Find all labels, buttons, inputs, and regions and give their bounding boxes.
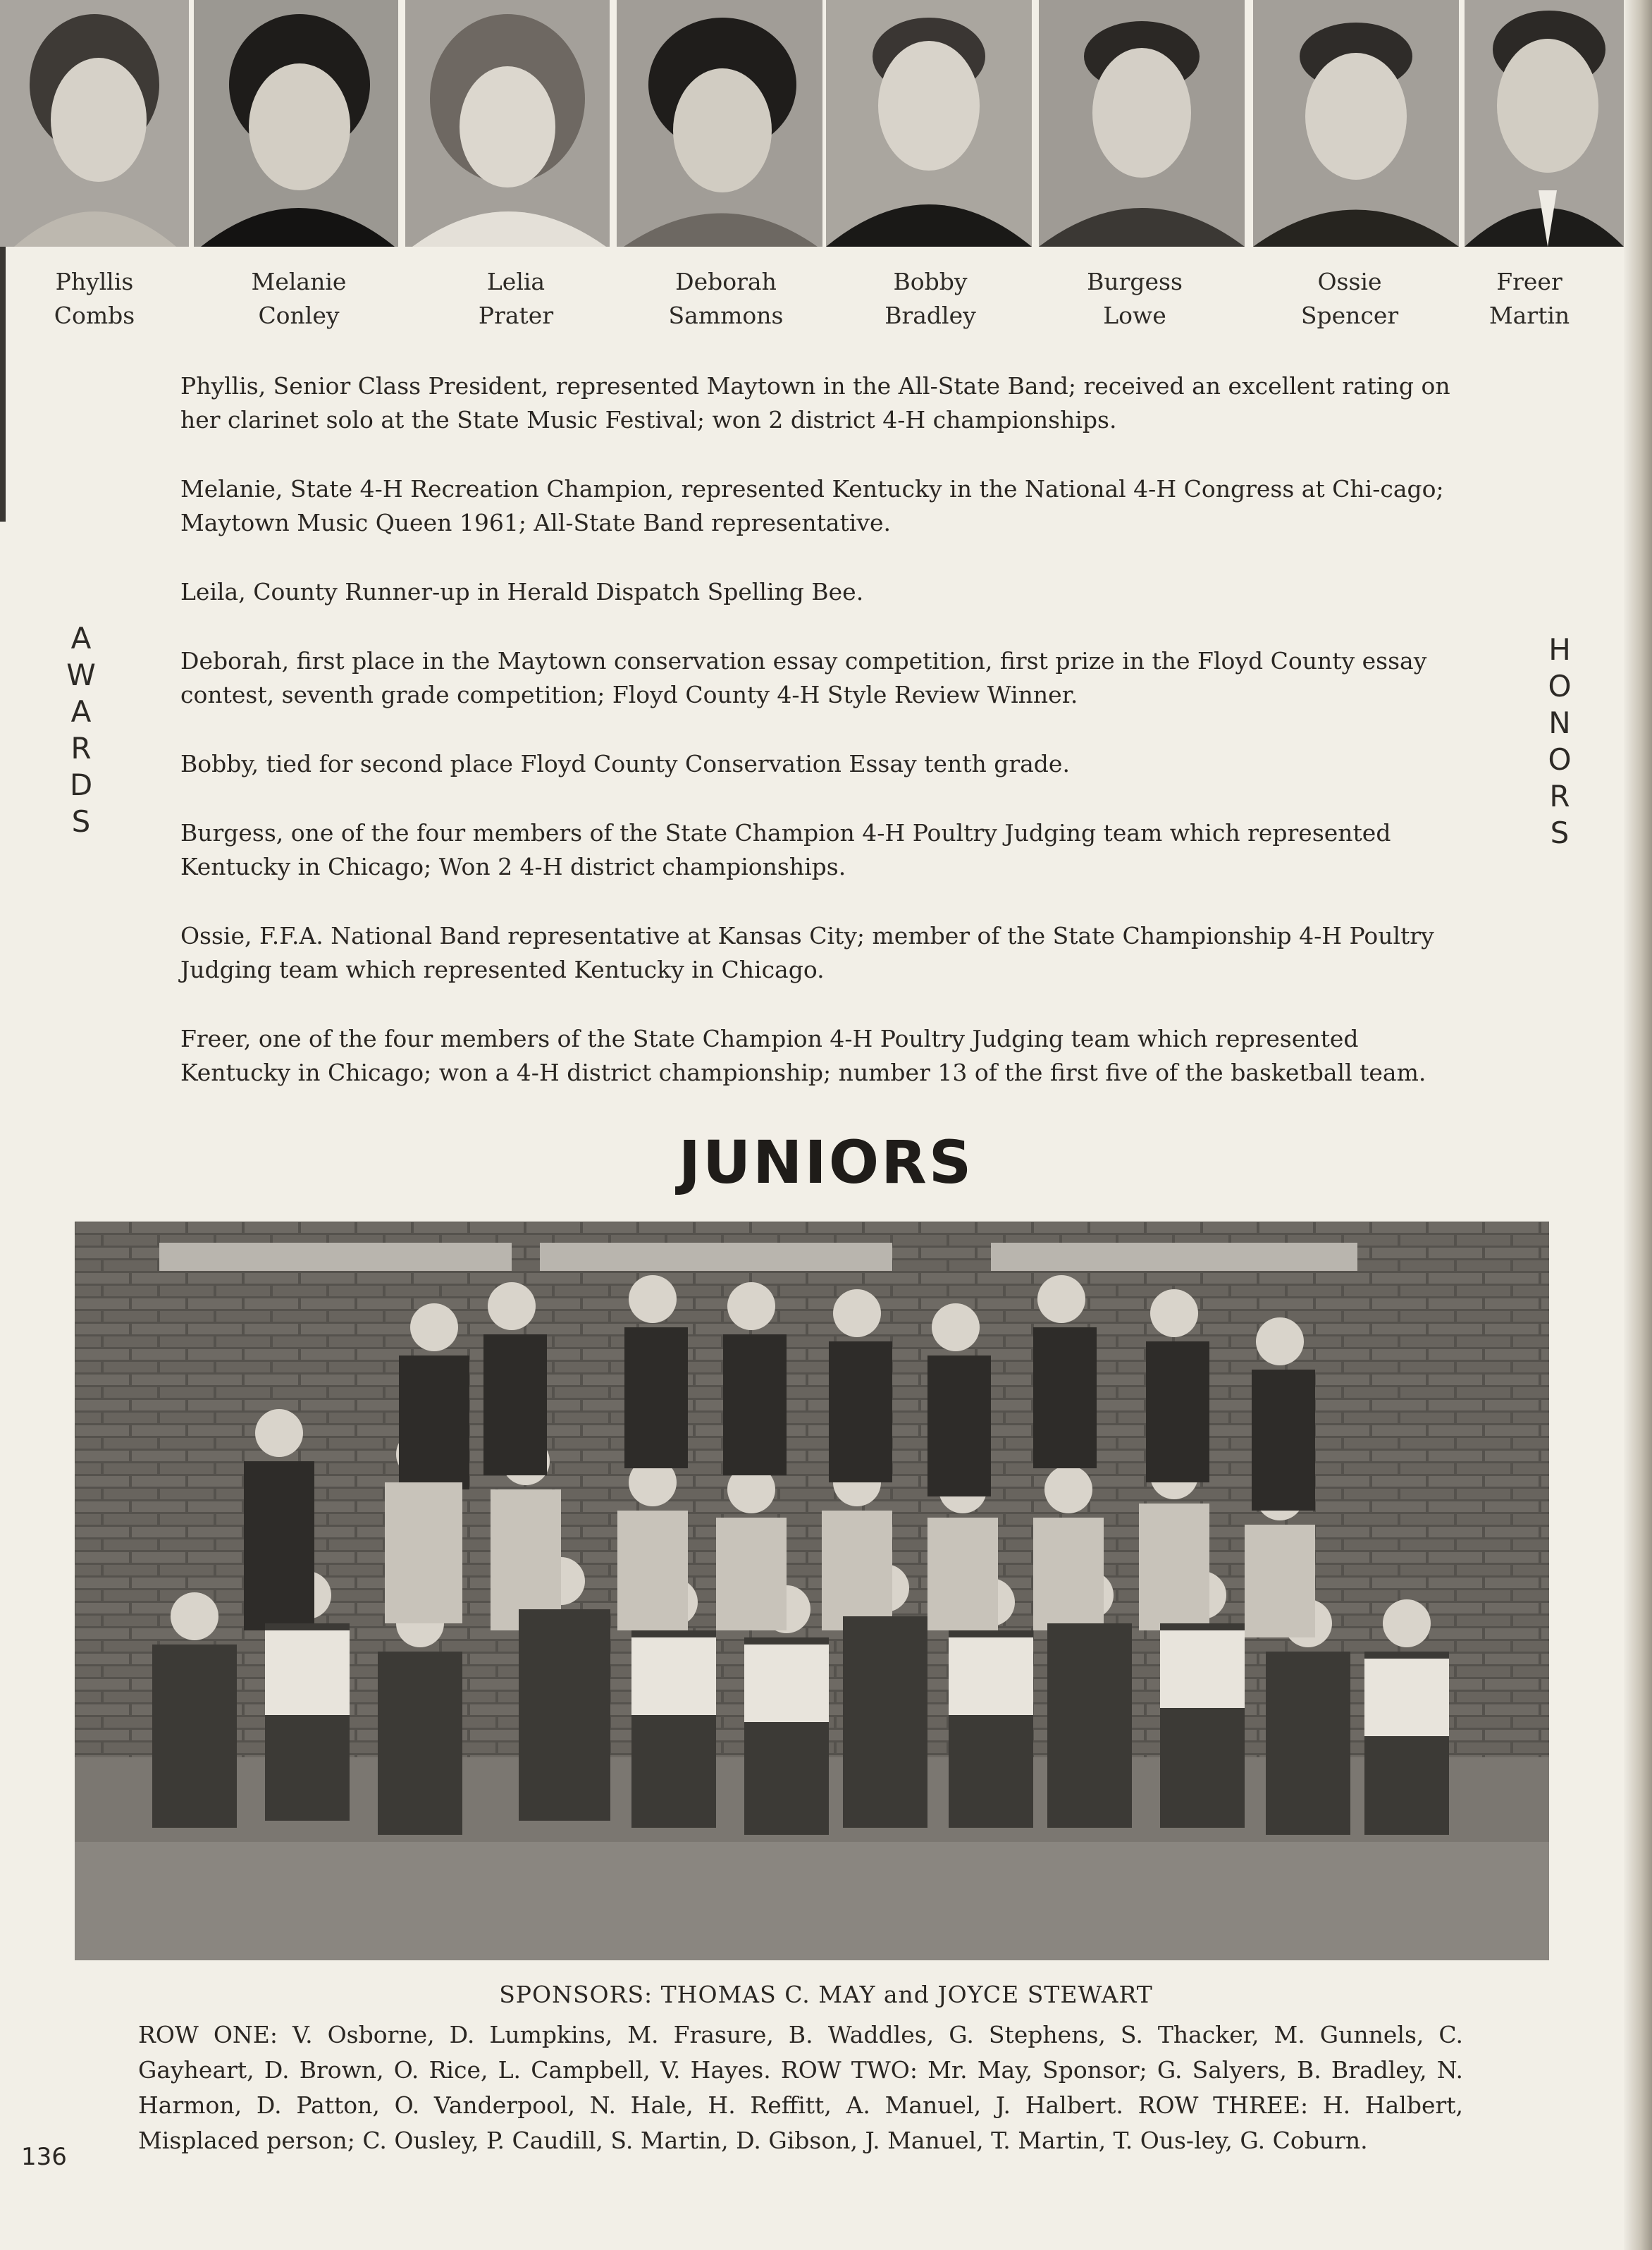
portrait-photo bbox=[1465, 0, 1624, 247]
portrait-caption bbox=[627, 265, 825, 333]
awards-vertical-label: A W A R D S bbox=[66, 621, 96, 839]
last-name: Bradley bbox=[884, 302, 976, 329]
last-name: Martin bbox=[1488, 302, 1570, 329]
portrait-caption bbox=[1036, 265, 1233, 333]
portrait-caption bbox=[1438, 265, 1621, 333]
honor-entry: Melanie, State 4-H Recreation Champion, represented Kentucky in the National 4-H Congress at Chi-cago; Maytown Music Queen 1961; All-State Band representative. bbox=[180, 475, 1444, 536]
group-photo bbox=[75, 1222, 1549, 1960]
first-name: Phyllis bbox=[55, 268, 134, 295]
page-number: 136 bbox=[21, 2143, 67, 2171]
portrait-caption bbox=[200, 265, 397, 333]
last-name: Spencer bbox=[1300, 302, 1399, 329]
portrait-caption bbox=[417, 265, 615, 333]
first-name: Melanie bbox=[251, 268, 347, 295]
portrait-photo bbox=[617, 0, 822, 247]
honor-entry: Bobby, tied for second place Floyd County Conservation Essay tenth grade. bbox=[180, 750, 1070, 777]
last-name: Conley bbox=[258, 302, 340, 329]
honors-list bbox=[180, 369, 1470, 1125]
honor-entry: Leila, County Runner-up in Herald Dispatch Spelling Bee. bbox=[180, 578, 864, 605]
first-name: Bobby bbox=[893, 268, 968, 295]
first-name: Ossie bbox=[1317, 268, 1382, 295]
portrait-photo bbox=[0, 0, 189, 247]
honor-entry: Deborah, first place in the Maytown conservation essay competition, first prize in the Floyd County essay contest, seventh grade competition; Floyd County 4-H Style Review Winner. bbox=[180, 647, 1427, 708]
first-name: Freer bbox=[1496, 268, 1562, 295]
portrait-photo bbox=[194, 0, 398, 247]
honor-entry: Ossie, F.F.A. National Band representative at Kansas City; member of the State Championship 4-H Poultry Judging team which represented Kentucky in Chicago. bbox=[180, 922, 1434, 983]
section-title: JUNIORS bbox=[678, 1128, 974, 1197]
portrait-caption bbox=[832, 265, 1029, 333]
roster-caption: ROW ONE: V. Osborne, D. Lumpkins, M. Frasure, B. Waddles, G. Stephens, S. Thacker, M. Gunnels, C. Gayheart, D. Brown, O. Rice, L. Campbell, V. Hayes. ROW TWO: Mr. May, Sponsor; G. Salyers, B. Bradley, N. Harmon, D. Patton, O. Vanderpool, N. Hale, H. Reffitt, A. Manuel, J. Halbert. ROW THREE: H. Halbert, Misplaced person; C. Ousley, P. Caudill, S. Martin, D. Gibson, J. Manuel, T. Martin, T. Ous-ley, G. Coburn. bbox=[138, 2021, 1463, 2154]
first-name: Burgess bbox=[1087, 268, 1183, 295]
portrait-photo bbox=[405, 0, 610, 247]
portrait-photo bbox=[1039, 0, 1245, 247]
honor-entry: Phyllis, Senior Class President, represented Maytown in the All-State Band; received an excellent rating on her clarinet solo at the State Music Festival; won 2 district 4-H championships. bbox=[180, 372, 1450, 434]
sponsors-line: SPONSORS: THOMAS C. MAY and JOYCE STEWART bbox=[499, 1981, 1153, 2008]
portrait-photo bbox=[826, 0, 1032, 247]
honor-entry: Freer, one of the four members of the State Champion 4-H Poultry Judging team which represented Kentucky in Chicago; won a 4-H district championship; number 13 of the first five of the basketball team. bbox=[180, 1025, 1426, 1086]
portrait-strip bbox=[0, 0, 1652, 248]
first-name: Deborah bbox=[675, 268, 777, 295]
last-name: Sammons bbox=[668, 302, 784, 329]
last-name: Prater bbox=[478, 302, 554, 329]
portrait-photo bbox=[1253, 0, 1459, 247]
portrait-caption bbox=[0, 265, 193, 333]
first-name: Lelia bbox=[486, 268, 545, 295]
page-edge-shadow bbox=[1624, 0, 1652, 2250]
last-name: Combs bbox=[54, 302, 135, 329]
last-name: Lowe bbox=[1103, 302, 1166, 329]
honor-entry: Burgess, one of the four members of the State Champion 4-H Poultry Judging team which represented Kentucky in Chicago; Won 2 4-H district championships. bbox=[180, 819, 1391, 880]
honors-vertical-label: H O N O R S bbox=[1548, 632, 1572, 850]
portrait-caption bbox=[1251, 265, 1448, 333]
